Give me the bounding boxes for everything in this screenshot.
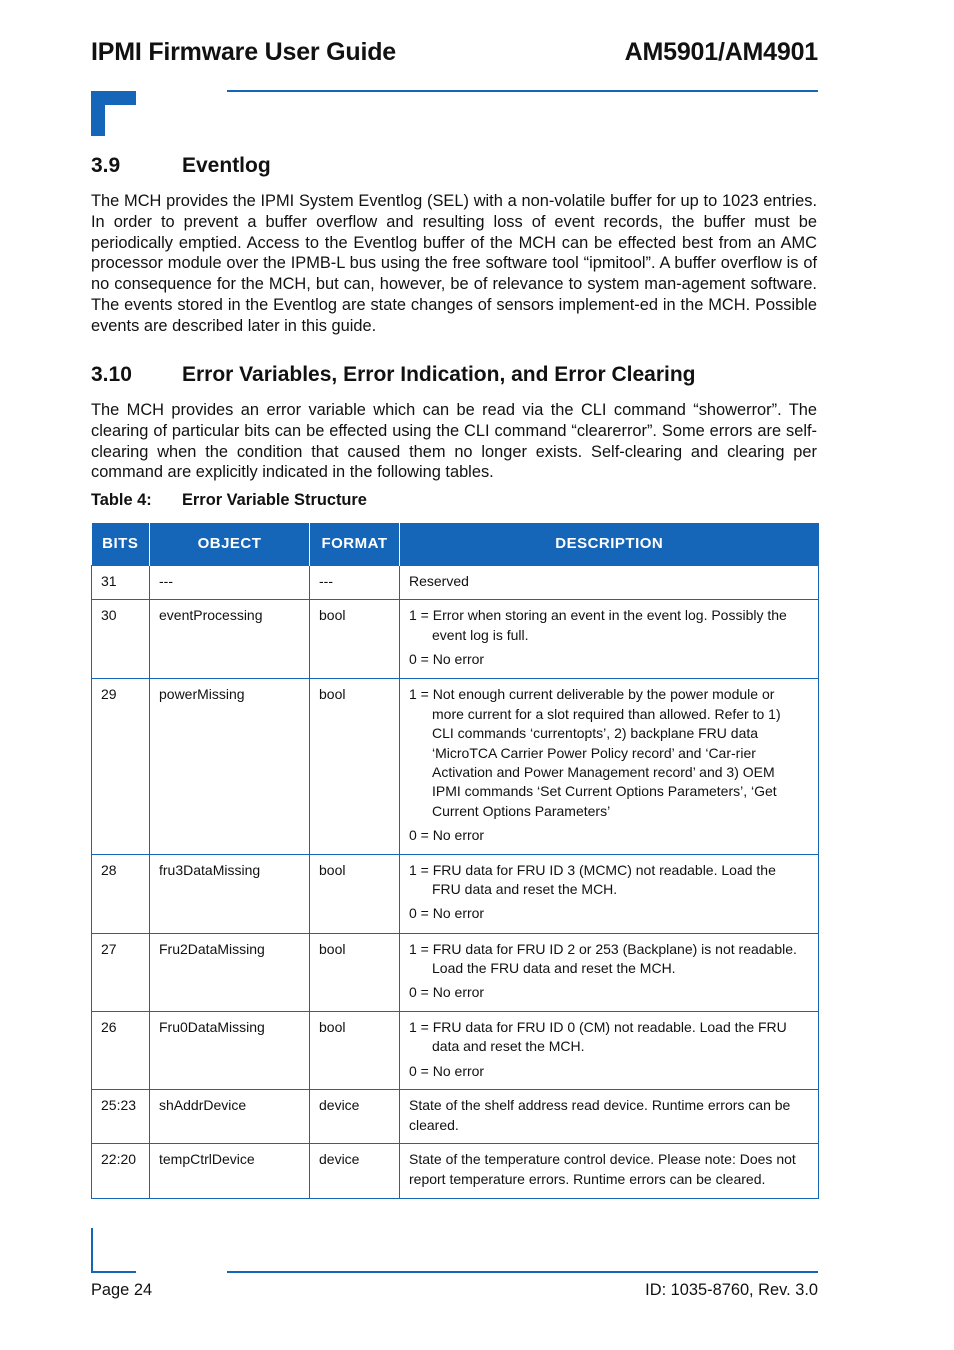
- cell-format: device: [310, 1144, 400, 1199]
- footer-rule: [227, 1271, 818, 1273]
- section-title: Eventlog: [182, 154, 271, 177]
- header-rule: [227, 90, 818, 92]
- cell-description: State of the shelf address read device. Runtime errors can be cleared.: [400, 1090, 819, 1144]
- document-title: IPMI Firmware User Guide: [91, 38, 397, 66]
- cell-bits: 29: [92, 679, 150, 854]
- cell-format: bool: [310, 679, 400, 854]
- header-description: DESCRIPTION: [400, 523, 819, 566]
- section-title: Error Variables, Error Indication, and Error Clearing: [182, 363, 696, 386]
- table-row: [92, 1090, 819, 1144]
- cell-object: powerMissing: [150, 679, 310, 854]
- cell-format: bool: [310, 600, 400, 679]
- section-number: 3.9: [91, 154, 121, 177]
- table-row: [92, 1144, 819, 1199]
- cell-bits: 27: [92, 933, 150, 1011]
- document-id: ID: 1035-8760, Rev. 3.0: [645, 1281, 818, 1299]
- cell-bits: 30: [92, 600, 150, 679]
- cell-object: tempCtrlDevice: [150, 1144, 310, 1199]
- cell-object: ---: [150, 566, 310, 600]
- cell-description: State of the temperature control device. Please note: Does not report temperature errors. Runtime errors can be cleared.: [400, 1144, 819, 1199]
- cell-format: bool: [310, 933, 400, 1011]
- eventlog-paragraph: The MCH provides the IPMI System Eventlog (SEL) with a non-volatile buffer for up to 1023 entries. In order to prevent a buffer overflow and resulting loss of event records, the buffer must be periodically emptied. Access to the Eventlog buffer of the MCH can be effected best from an AMC processor module over the IPMB-L bus using the free software tool “ipmitool”. A buffer overflow is of no consequence for the MCH, but can, however, be of relevance to system man-agement software. The events stored in the Eventlog are state changes of sensors implement-ed in the MCH. Possible events are described later in this guide.: [91, 192, 817, 335]
- corner-mark-bottom: [91, 1228, 136, 1273]
- table-row: [92, 1011, 819, 1089]
- page-number: Page 24: [91, 1281, 153, 1299]
- cell-description: 1 = FRU data for FRU ID 2 or 253 (Backplane) is not readable. Load the FRU data and reset the MCH. 0 = No error: [400, 933, 819, 1011]
- product-name: AM5901/AM4901: [624, 38, 818, 66]
- table-caption-title: Error Variable Structure: [182, 491, 367, 509]
- table-caption-label: Table 4:: [91, 491, 152, 509]
- cell-object: eventProcessing: [150, 600, 310, 679]
- table-row: [92, 679, 819, 854]
- cell-format: bool: [310, 854, 400, 933]
- cell-description: 1 = Error when storing an event in the event log. Possibly the event log is full. 0 = No error: [400, 600, 819, 679]
- cell-object: fru3DataMissing: [150, 854, 310, 933]
- cell-bits: 28: [92, 854, 150, 933]
- cell-format: bool: [310, 1011, 400, 1089]
- cell-bits: 31: [92, 566, 150, 600]
- cell-object: shAddrDevice: [150, 1090, 310, 1144]
- cell-description: Reserved: [400, 566, 819, 600]
- cell-description: 1 = FRU data for FRU ID 3 (MCMC) not readable. Load the FRU data and reset the MCH. 0 = No error: [400, 854, 819, 933]
- cell-format: device: [310, 1090, 400, 1144]
- table-header-row: [92, 523, 819, 566]
- table-caption: [91, 491, 367, 510]
- cell-bits: 22:20: [92, 1144, 150, 1199]
- header-format: FORMAT: [310, 523, 400, 566]
- section-heading-errors: [91, 363, 696, 387]
- section-heading-eventlog: [91, 154, 271, 178]
- cell-object: Fru0DataMissing: [150, 1011, 310, 1089]
- cell-bits: 25:23: [92, 1090, 150, 1144]
- errors-paragraph: The MCH provides an error variable which can be read via the CLI command “showerror”. The clearing of particular bits can be effected using the CLI command “clearerror”. Some errors are self-clearing when the condition that caused them no longer exists. Self-clearing and clearing per command are explicitly indicated in the following tables.: [91, 401, 817, 482]
- table-row: [92, 933, 819, 1011]
- cell-description: 1 = Not enough current deliverable by the power module or more current for a slot required than allowed. Refer to 1) CLI commands ‘currentopts’, 2) backplane FRU data ‘MicroTCA Carrier Power Policy record’ and ‘Car-rier Activation and Power Management record’ and 3) OEM IPMI commands ‘Set Current Options Parameters’, ‘Get Current Options Parameters’ 0 = No error: [400, 679, 819, 854]
- cell-format: ---: [310, 566, 400, 600]
- table-row: [92, 854, 819, 933]
- cell-description: 1 = FRU data for FRU ID 0 (CM) not readable. Load the FRU data and reset the MCH. 0 = No error: [400, 1011, 819, 1089]
- header-object: OBJECT: [150, 523, 310, 566]
- table-row: [92, 566, 819, 600]
- cell-object: Fru2DataMissing: [150, 933, 310, 1011]
- header-bits: BITS: [92, 523, 150, 566]
- table-row: [92, 600, 819, 679]
- section-number: 3.10: [91, 363, 132, 386]
- cell-bits: 26: [92, 1011, 150, 1089]
- error-variable-table: [91, 523, 819, 1199]
- corner-mark-top: [91, 91, 136, 136]
